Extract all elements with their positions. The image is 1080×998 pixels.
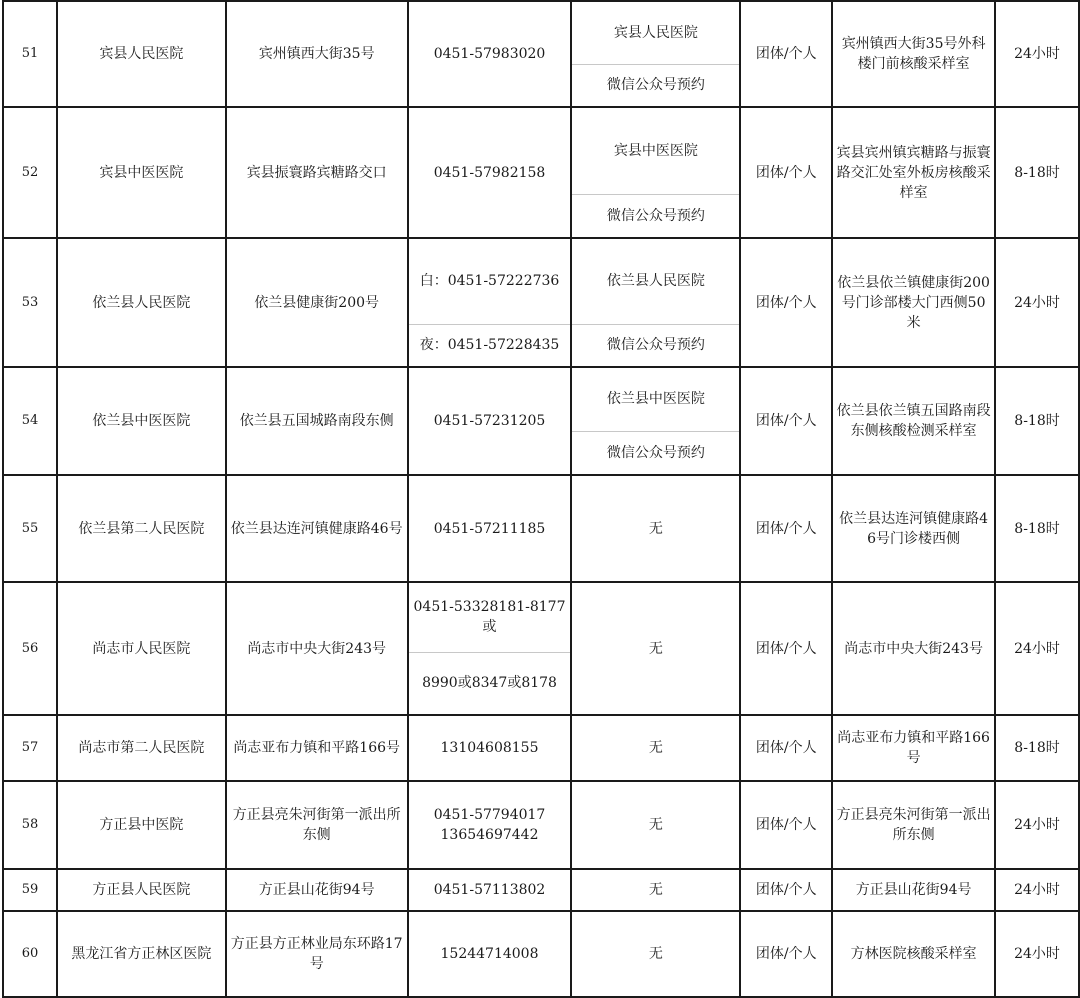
- hospital-name: 方正县中医院: [57, 781, 226, 869]
- service-type: 团体/个人: [740, 781, 832, 869]
- booking-channel: 依兰县中医医院: [571, 367, 740, 431]
- service-type: 团体/个人: [740, 911, 832, 997]
- row-number: 56: [3, 582, 57, 715]
- phone-number: 0451-53328181-8177或: [408, 582, 572, 652]
- service-type: 团体/个人: [740, 715, 832, 781]
- booking-channel: 宾县中医医院: [571, 107, 740, 194]
- phone-number: 13104608155: [408, 715, 572, 781]
- table-row: [3, 715, 1079, 781]
- booking-channel: 无: [571, 781, 740, 869]
- booking-channel: 微信公众号预约: [571, 431, 740, 475]
- sampling-site: 依兰县依兰镇健康街200号门诊部楼大门西侧50米: [832, 238, 995, 367]
- phone-number: 15244714008: [408, 911, 572, 997]
- table-row: [3, 781, 1079, 869]
- service-hours: 24小时: [995, 911, 1079, 997]
- phone-number: 8990或8347或8178: [408, 652, 572, 715]
- sampling-site: 方正县山花街94号: [832, 869, 995, 911]
- row-number: 57: [3, 715, 57, 781]
- sampling-site: 尚志市中央大街243号: [832, 582, 995, 715]
- service-type: 团体/个人: [740, 1, 832, 107]
- table-row: [3, 911, 1079, 997]
- hospital-address: 方正县方正林业局东环路17号: [226, 911, 408, 997]
- booking-channel: 微信公众号预约: [571, 194, 740, 238]
- row-number: 54: [3, 367, 57, 475]
- service-type: 团体/个人: [740, 238, 832, 367]
- sampling-site: 方林医院核酸采样室: [832, 911, 995, 997]
- booking-channel: 无: [571, 582, 740, 715]
- hospital-name: 依兰县人民医院: [57, 238, 226, 367]
- hospital-address: 依兰县健康街200号: [226, 238, 408, 367]
- service-type: 团体/个人: [740, 582, 832, 715]
- hospital-name: 尚志市第二人民医院: [57, 715, 226, 781]
- phone-number: 0451-57983020: [408, 1, 572, 107]
- row-number: 59: [3, 869, 57, 911]
- service-type: 团体/个人: [740, 367, 832, 475]
- hospital-name: 依兰县第二人民医院: [57, 475, 226, 582]
- sampling-site: 依兰县达连河镇健康路46号门诊楼西侧: [832, 475, 995, 582]
- sampling-site: 宾州镇西大街35号外科楼门前核酸采样室: [832, 1, 995, 107]
- hospital-address: 尚志亚布力镇和平路166号: [226, 715, 408, 781]
- hospital-address: 方正县山花街94号: [226, 869, 408, 911]
- booking-channel: 微信公众号预约: [571, 64, 740, 107]
- phone-number: 0451-57794017 13654697442: [408, 781, 572, 869]
- hospital-address: 宾县振寰路宾糖路交口: [226, 107, 408, 238]
- sampling-site: 尚志亚布力镇和平路166号: [832, 715, 995, 781]
- service-hours: 8-18时: [995, 107, 1079, 238]
- service-hours: 8-18时: [995, 475, 1079, 582]
- phone-number: 0451-57231205: [408, 367, 572, 475]
- hospital-name: 宾县人民医院: [57, 1, 226, 107]
- hospital-address: 方正县亮朱河街第一派出所东侧: [226, 781, 408, 869]
- row-number: 60: [3, 911, 57, 997]
- phone-number: 白：0451-57222736: [408, 238, 572, 324]
- sampling-site: 方正县亮朱河街第一派出所东侧: [832, 781, 995, 869]
- row-number: 58: [3, 781, 57, 869]
- table-body: [3, 1, 1079, 997]
- booking-channel: 无: [571, 869, 740, 911]
- sampling-site: 宾县宾州镇宾糖路与振寰路交汇处室外板房核酸采样室: [832, 107, 995, 238]
- booking-channel: 无: [571, 715, 740, 781]
- service-hours: 24小时: [995, 238, 1079, 367]
- hospital-table: [2, 0, 1080, 998]
- hospital-name: 依兰县中医医院: [57, 367, 226, 475]
- table-row: [3, 107, 1079, 194]
- booking-channel: 依兰县人民医院: [571, 238, 740, 324]
- service-hours: 24小时: [995, 781, 1079, 869]
- hospital-address: 依兰县达连河镇健康路46号: [226, 475, 408, 582]
- hospital-address: 依兰县五国城路南段东侧: [226, 367, 408, 475]
- row-number: 52: [3, 107, 57, 238]
- service-type: 团体/个人: [740, 475, 832, 582]
- sampling-site: 依兰县依兰镇五国路南段东侧核酸检测采样室: [832, 367, 995, 475]
- hospital-address: 尚志市中央大街243号: [226, 582, 408, 715]
- phone-number: 0451-57982158: [408, 107, 572, 238]
- table-row: [3, 367, 1079, 431]
- row-number: 51: [3, 1, 57, 107]
- phone-number: 夜：0451-57228435: [408, 324, 572, 367]
- row-number: 55: [3, 475, 57, 582]
- table-row: [3, 1, 1079, 64]
- service-hours: 24小时: [995, 1, 1079, 107]
- booking-channel: 无: [571, 911, 740, 997]
- table-row: [3, 582, 1079, 652]
- booking-channel: 微信公众号预约: [571, 324, 740, 367]
- table-row: [3, 869, 1079, 911]
- service-type: 团体/个人: [740, 869, 832, 911]
- row-number: 53: [3, 238, 57, 367]
- phone-number: 0451-57113802: [408, 869, 572, 911]
- service-hours: 8-18时: [995, 367, 1079, 475]
- service-type: 团体/个人: [740, 107, 832, 238]
- booking-channel: 无: [571, 475, 740, 582]
- service-hours: 24小时: [995, 869, 1079, 911]
- table-row: [3, 238, 1079, 324]
- service-hours: 8-18时: [995, 715, 1079, 781]
- table-row: [3, 475, 1079, 582]
- hospital-name: 宾县中医医院: [57, 107, 226, 238]
- booking-channel: 宾县人民医院: [571, 1, 740, 64]
- phone-number: 0451-57211185: [408, 475, 572, 582]
- hospital-name: 尚志市人民医院: [57, 582, 226, 715]
- hospital-address: 宾州镇西大街35号: [226, 1, 408, 107]
- service-hours: 24小时: [995, 582, 1079, 715]
- hospital-name: 黑龙江省方正林区医院: [57, 911, 226, 997]
- hospital-name: 方正县人民医院: [57, 869, 226, 911]
